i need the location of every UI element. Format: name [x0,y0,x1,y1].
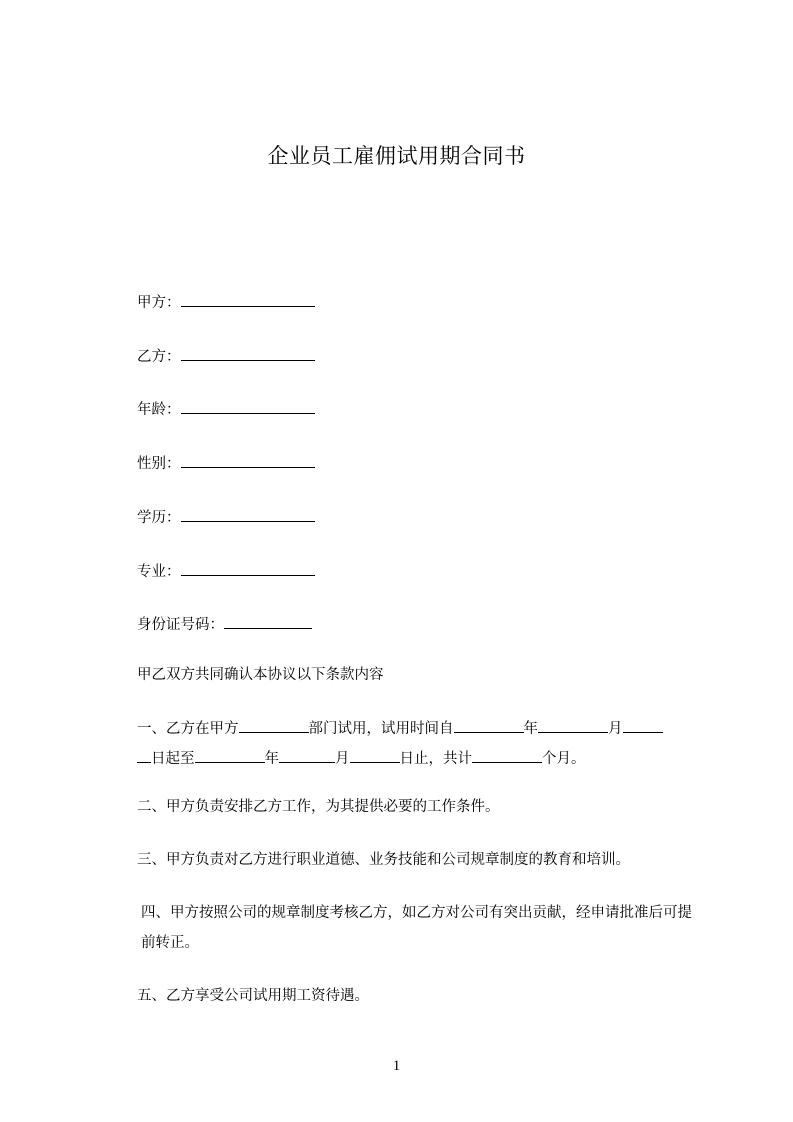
blank-line[interactable] [181,560,315,576]
clause-1-text: 一、乙方在甲方 部门试用，试用时间自 年 月 日起至 年 月 日止，共计 个月。 [104,714,704,774]
blank-line[interactable] [181,506,315,522]
clause-2: 二、甲方负责安排乙方工作，为其提供必要的工作条件。 [137,799,500,815]
blank-line[interactable] [623,717,663,733]
blank-line[interactable] [454,717,524,733]
field-party-b [137,345,315,367]
clause-1 [104,714,704,774]
clause-4-text: 四、甲方按照公司的规章制度考核乙方，如乙方对公司有突出贡献，经申请批准后可提前转正。 [141,905,692,951]
blank-line[interactable] [137,747,151,763]
field-label: 甲方： [137,295,181,311]
field-label: 年龄： [137,402,181,418]
field-label: 乙方： [137,349,181,365]
clause-4 [104,898,704,958]
clause-5: 五、乙方享受公司试用期工资待遇。 [137,988,369,1004]
blank-line[interactable] [224,613,312,629]
clause-3: 三、甲方负责对乙方进行职业道德、业务技能和公司规章制度的教育和培训。 [137,852,630,868]
field-party-a [137,291,315,313]
intro-text: 甲乙双方共同确认本协议以下条款内容 [137,667,384,683]
blank-line[interactable] [181,345,315,361]
blank-line[interactable] [195,747,265,763]
blank-line[interactable] [181,398,315,414]
field-label: 身份证号码： [137,617,224,633]
field-gender [137,452,315,474]
blank-line[interactable] [181,291,315,307]
blank-line[interactable] [350,747,400,763]
page-number: 1 [392,1058,401,1074]
field-label: 性别： [137,456,181,472]
document-title: 企业员工雇佣试用期合同书 [267,144,526,168]
blank-line[interactable] [181,452,315,468]
field-age [137,398,315,420]
field-label: 专业： [137,564,181,580]
blank-line[interactable] [472,747,542,763]
field-major [137,560,315,582]
blank-line[interactable] [239,717,309,733]
field-label: 学历： [137,510,181,526]
blank-line[interactable] [538,717,608,733]
blank-line[interactable] [279,747,335,763]
field-education [137,506,315,528]
field-id-number [137,613,312,635]
